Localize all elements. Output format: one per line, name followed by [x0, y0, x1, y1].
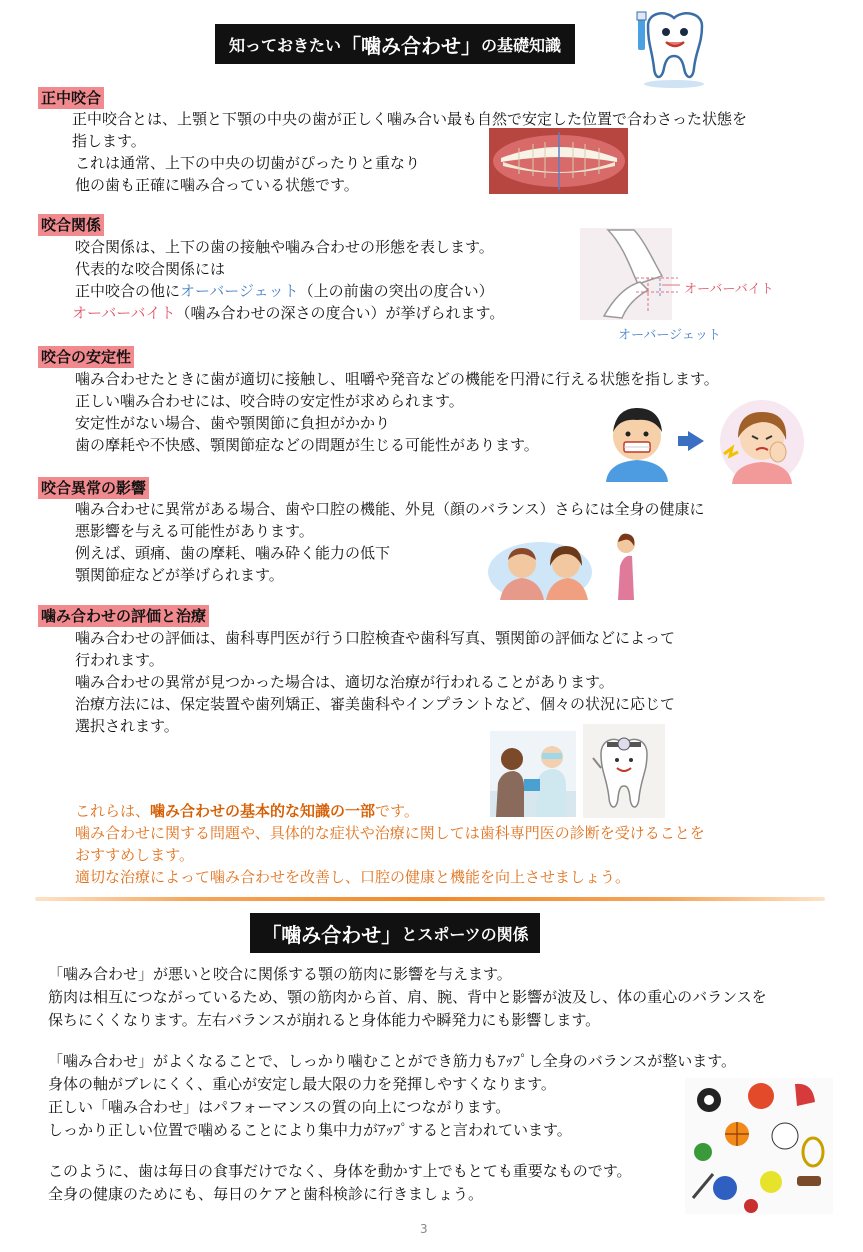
anteisei-text-4: 歯の摩耗や不快感、顎関節症などの問題が生じる可能性があります。	[75, 436, 539, 454]
hyouka-text-4: 治療方法には、保定装置や歯列矯正、審美歯科やインプラントなど、個々の状況に応じて	[75, 695, 676, 713]
sports-text-5: 身体の軸がブレにくく、重心が安定し最大限の力を発揮しやすくなります。	[48, 1075, 556, 1093]
dentist-consultation-illustration	[490, 731, 576, 817]
closing-line-1c: です。	[375, 802, 419, 820]
section-heading-kougou-kankei: 咬合関係	[38, 214, 104, 236]
seichu-text-3: これは通常、上下の中央の切歯がぴったりと重なり	[75, 154, 421, 172]
kankei-text-4b: （噛み合わせの深さの度合い）が挙げられます。	[175, 304, 505, 322]
closing-line-2: 噛み合わせに関する問題や、具体的な症状や治療に関しては歯科専門医の診断を受けることを	[75, 824, 705, 842]
woman-toothache-illustration	[718, 398, 806, 484]
ijou-text-1: 噛み合わせに異常がある場合、歯や口腔の機能、外見（顔のバランス）さらには全身の健康に	[75, 500, 705, 518]
kankei-text-3c: （上の前歯の突出の度合い）	[298, 282, 494, 300]
anteisei-text-2: 正しい噛み合わせには、咬合時の安定性が求められます。	[75, 392, 464, 410]
ijou-text-4: 顎関節症などが挙げられます。	[75, 566, 284, 584]
hyouka-text-3: 噛み合わせの異常が見つかった場合は、適切な治療が行われることがあります。	[75, 673, 614, 691]
anteisei-text-3: 安定性がない場合、歯や顎関節に負担がかかり	[75, 414, 391, 432]
ijou-text-3: 例えば、頭痛、歯の摩耗、噛み砕く能力の低下	[75, 544, 391, 562]
seichu-text-2: 指します。	[72, 132, 146, 150]
hyouka-text-5: 選択されます。	[75, 717, 179, 735]
sports-text-9: 全身の健康のためにも、毎日のケアと歯科検診に行きましょう。	[48, 1185, 484, 1203]
sports-text-7: しっかり正しい位置で噛めることにより集中力がｱｯﾌﾟすると言われています。	[48, 1121, 572, 1139]
sports-title-post: とスポーツの関係	[401, 924, 529, 944]
seichu-text-4: 他の歯も正確に噛み合っている状態です。	[75, 176, 359, 194]
main-title-pre: 知っておきたい	[228, 35, 341, 55]
teeth-photo	[489, 128, 628, 194]
diagram-overjet-label: オーバージェット	[618, 328, 721, 343]
main-title	[215, 24, 575, 64]
section-heading-seichu: 正中咬合	[38, 87, 104, 109]
kankei-text-3	[75, 280, 494, 302]
sports-title	[250, 913, 540, 953]
boy-grinning-illustration	[598, 400, 676, 482]
sports-text-1: 「噛み合わせ」が悪いと咬合に関係する顎の筋肉に影響を与えます。	[48, 965, 512, 983]
sports-equipment-image	[685, 1078, 833, 1214]
diagram-overbite-label: オーバーバイト	[684, 282, 774, 297]
sports-text-2: 筋肉は相互につながっているため、顎の筋肉から首、肩、腕、背中と影響が波及し、体の重心のバランスを	[48, 988, 767, 1006]
kankei-text-3a: 正中咬合の他に	[75, 282, 181, 300]
overbite-term: オーバーバイト	[72, 304, 176, 322]
arrow-right-icon	[688, 431, 704, 451]
overjet-term: オーバージェット	[180, 282, 299, 300]
sports-text-3: 保ちにくくなります。左右バランスが崩れると身体能力や瞬発力にも影響します。	[48, 1011, 601, 1029]
section-heading-hyouka: 噛み合わせの評価と治療	[38, 605, 209, 627]
section-heading-anteisei: 咬合の安定性	[38, 346, 134, 368]
people-pain-illustration	[488, 524, 648, 600]
kankei-text-4	[72, 302, 504, 324]
anteisei-text-1: 噛み合わせたときに歯が適切に接触し、咀嚼や発音などの機能を円滑に行える状態を指します。	[75, 370, 719, 388]
sports-text-6: 正しい「噛み合わせ」はパフォーマンスの質の向上につながります。	[48, 1098, 511, 1116]
arrow-shaft	[678, 436, 690, 446]
occlusion-diagram	[578, 226, 788, 344]
kankei-text-2: 代表的な咬合関係には	[75, 260, 226, 278]
closing-emphasis: 噛み合わせの基本的な知識の一部	[150, 802, 376, 820]
tooth-mascot-illustration	[628, 8, 720, 88]
sports-text-4: 「噛み合わせ」がよくなることで、しっかり噛むことができ筋力もｱｯﾌﾟし全身のバランスが整います。	[48, 1052, 737, 1070]
closing-line-1a: これらは、	[75, 802, 151, 820]
section-divider	[35, 897, 825, 901]
seichu-text-1: 正中咬合とは、上顎と下顎の中央の歯が正しく噛み合い最も自然で安定した位置で合わさった状態を	[72, 110, 748, 128]
closing-line-3: おすすめします。	[75, 846, 194, 864]
main-title-post: の基礎知識	[481, 35, 562, 55]
closing-line-4: 適切な治療によって噛み合わせを改善し、口腔の健康と機能を向上させましょう。	[75, 868, 631, 886]
sports-title-strong: 「噛み合わせ」	[261, 922, 402, 947]
hyouka-text-2: 行われます。	[75, 651, 164, 669]
kankei-text-1: 咬合関係は、上下の歯の接触や噛み合わせの形態を表します。	[75, 238, 494, 256]
main-title-strong: 「噛み合わせ」	[341, 33, 481, 58]
page-number: 3	[420, 1222, 428, 1236]
hyouka-text-1: 噛み合わせの評価は、歯科専門医が行う口腔検査や歯科写真、顎関節の評価などによって	[75, 629, 676, 647]
sports-text-8: このように、歯は毎日の食事だけでなく、身体を動かす上でもとても重要なものです。	[48, 1162, 632, 1180]
closing-line-1	[75, 800, 419, 822]
section-heading-ijou: 咬合異常の影響	[38, 477, 149, 499]
tooth-doctor-illustration	[583, 724, 665, 818]
ijou-text-2: 悪影響を与える可能性があります。	[75, 522, 314, 540]
